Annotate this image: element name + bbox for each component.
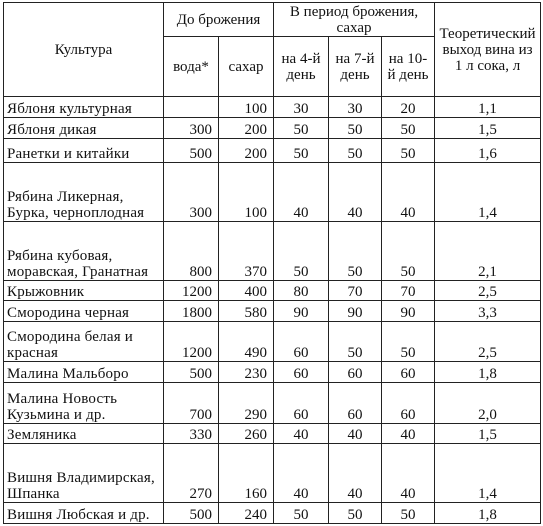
cell-culture: Земляника bbox=[4, 423, 164, 443]
cell-day10: 40 bbox=[382, 443, 435, 502]
header-sugar: сахар bbox=[219, 37, 274, 97]
table-row bbox=[4, 362, 541, 383]
cell-day7: 40 bbox=[329, 162, 382, 221]
cell-day4: 80 bbox=[274, 280, 329, 300]
cell-day10: 50 bbox=[382, 322, 435, 362]
cell-day10: 90 bbox=[382, 300, 435, 321]
table-row bbox=[4, 118, 541, 139]
cell-yield: 1,4 bbox=[435, 162, 541, 221]
cell-day4: 50 bbox=[274, 118, 329, 139]
cell-yield: 2,0 bbox=[435, 383, 541, 423]
cell-day4: 60 bbox=[274, 322, 329, 362]
cell-day7: 50 bbox=[329, 118, 382, 139]
cell-day4: 50 bbox=[274, 502, 329, 523]
cell-water: 1200 bbox=[164, 322, 219, 362]
cell-culture: Малина Новость Кузьмина и др. bbox=[4, 383, 164, 423]
cell-day7: 40 bbox=[329, 443, 382, 502]
cell-yield: 2,5 bbox=[435, 280, 541, 300]
cell-yield: 2,1 bbox=[435, 221, 541, 280]
cell-sugar: 160 bbox=[219, 443, 274, 502]
cell-yield: 2,5 bbox=[435, 322, 541, 362]
cell-yield: 1,6 bbox=[435, 139, 541, 162]
table-row bbox=[4, 280, 541, 300]
cell-day7: 30 bbox=[329, 97, 382, 118]
cell-yield: 1,4 bbox=[435, 443, 541, 502]
cell-day7: 40 bbox=[329, 423, 382, 443]
cell-yield: 1,5 bbox=[435, 118, 541, 139]
cell-day10: 50 bbox=[382, 221, 435, 280]
cell-day10: 50 bbox=[382, 118, 435, 139]
cell-day7: 60 bbox=[329, 362, 382, 383]
cell-day7: 70 bbox=[329, 280, 382, 300]
header-water: вода* bbox=[164, 37, 219, 97]
cell-culture: Смородина белая и красная bbox=[4, 322, 164, 362]
table-row bbox=[4, 221, 541, 280]
cell-day10: 60 bbox=[382, 362, 435, 383]
cell-yield: 1,8 bbox=[435, 362, 541, 383]
table-row bbox=[4, 139, 541, 162]
header-day10: на 10-й день bbox=[382, 37, 435, 97]
cell-sugar: 200 bbox=[219, 118, 274, 139]
cell-sugar: 100 bbox=[219, 97, 274, 118]
cell-day7: 50 bbox=[329, 502, 382, 523]
cell-day4: 50 bbox=[274, 139, 329, 162]
cell-culture: Рябина Ликерная, Бурка, черноплодная bbox=[4, 162, 164, 221]
cell-sugar: 370 bbox=[219, 221, 274, 280]
cell-day4: 50 bbox=[274, 221, 329, 280]
cell-water: 1200 bbox=[164, 280, 219, 300]
cell-water: 500 bbox=[164, 362, 219, 383]
header-day4: на 4-й день bbox=[274, 37, 329, 97]
cell-day10: 40 bbox=[382, 423, 435, 443]
cell-day4: 40 bbox=[274, 443, 329, 502]
cell-day4: 90 bbox=[274, 300, 329, 321]
cell-culture: Яблоня культурная bbox=[4, 97, 164, 118]
cell-sugar: 230 bbox=[219, 362, 274, 383]
cell-day4: 60 bbox=[274, 383, 329, 423]
table-row bbox=[4, 443, 541, 502]
cell-day7: 50 bbox=[329, 139, 382, 162]
cell-day10: 20 bbox=[382, 97, 435, 118]
cell-culture: Рябина кубовая, моравская, Гранатная bbox=[4, 221, 164, 280]
table-header bbox=[4, 3, 541, 97]
table-row bbox=[4, 383, 541, 423]
cell-water: 270 bbox=[164, 443, 219, 502]
cell-water: 500 bbox=[164, 139, 219, 162]
cell-culture: Ранетки и китайки bbox=[4, 139, 164, 162]
cell-day7: 50 bbox=[329, 322, 382, 362]
cell-sugar: 260 bbox=[219, 423, 274, 443]
cell-water: 300 bbox=[164, 118, 219, 139]
cell-water: 700 bbox=[164, 383, 219, 423]
header-culture: Культура bbox=[4, 3, 164, 97]
cell-sugar: 200 bbox=[219, 139, 274, 162]
cell-day7: 90 bbox=[329, 300, 382, 321]
cell-culture: Вишня Владимирская, Шпанка bbox=[4, 443, 164, 502]
cell-water: 500 bbox=[164, 502, 219, 523]
table-row bbox=[4, 322, 541, 362]
cell-sugar: 490 bbox=[219, 322, 274, 362]
header-during-fermentation: В период брожения, сахар bbox=[274, 3, 435, 37]
cell-sugar: 580 bbox=[219, 300, 274, 321]
cell-culture: Вишня Любская и др. bbox=[4, 502, 164, 523]
cell-water: 300 bbox=[164, 162, 219, 221]
cell-yield: 3,3 bbox=[435, 300, 541, 321]
cell-day4: 40 bbox=[274, 423, 329, 443]
table-row bbox=[4, 502, 541, 523]
cell-day10: 60 bbox=[382, 383, 435, 423]
cell-day4: 40 bbox=[274, 162, 329, 221]
cell-day10: 70 bbox=[382, 280, 435, 300]
cell-water: 330 bbox=[164, 423, 219, 443]
header-before-fermentation: До брожения bbox=[164, 3, 274, 37]
table-row bbox=[4, 97, 541, 118]
cell-yield: 1,1 bbox=[435, 97, 541, 118]
wine-recipe-table bbox=[3, 2, 541, 524]
table-row bbox=[4, 300, 541, 321]
cell-sugar: 290 bbox=[219, 383, 274, 423]
cell-day4: 60 bbox=[274, 362, 329, 383]
cell-day7: 50 bbox=[329, 221, 382, 280]
cell-culture: Малина Мальборо bbox=[4, 362, 164, 383]
table-row bbox=[4, 423, 541, 443]
cell-yield: 1,5 bbox=[435, 423, 541, 443]
header-day7: на 7-й день bbox=[329, 37, 382, 97]
cell-water: 800 bbox=[164, 221, 219, 280]
cell-culture: Смородина черная bbox=[4, 300, 164, 321]
cell-sugar: 400 bbox=[219, 280, 274, 300]
cell-day10: 50 bbox=[382, 139, 435, 162]
table-body bbox=[4, 97, 541, 524]
cell-day10: 40 bbox=[382, 162, 435, 221]
cell-yield: 1,8 bbox=[435, 502, 541, 523]
header-yield: Теоретический выход вина из 1 л сока, л bbox=[435, 3, 541, 97]
cell-day7: 60 bbox=[329, 383, 382, 423]
cell-day10: 50 bbox=[382, 502, 435, 523]
cell-water: 1800 bbox=[164, 300, 219, 321]
cell-sugar: 240 bbox=[219, 502, 274, 523]
cell-day4: 30 bbox=[274, 97, 329, 118]
cell-culture: Крыжовник bbox=[4, 280, 164, 300]
table-row bbox=[4, 162, 541, 221]
cell-water bbox=[164, 97, 219, 118]
cell-sugar: 100 bbox=[219, 162, 274, 221]
cell-culture: Яблоня дикая bbox=[4, 118, 164, 139]
